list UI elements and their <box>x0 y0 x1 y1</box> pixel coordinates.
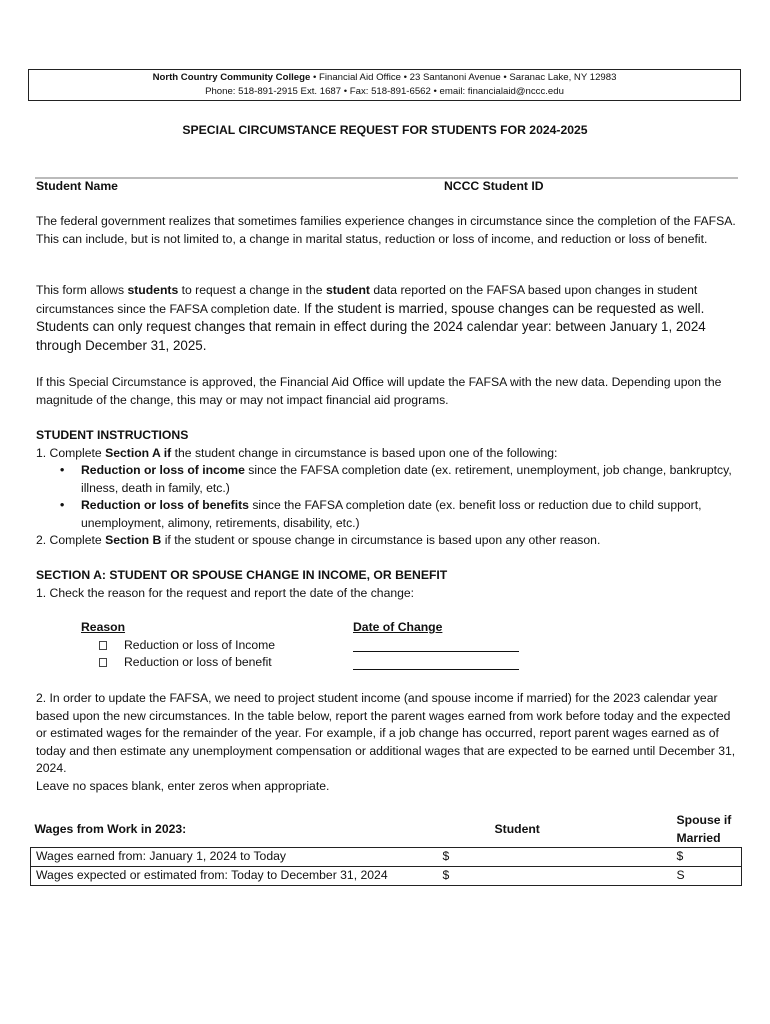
step1-text: 1. Complete <box>36 445 106 460</box>
p2-text-1: This form allows <box>36 283 128 297</box>
reason-income-label: Reduction or loss of Income <box>124 637 276 652</box>
instruction-bullets <box>36 462 736 532</box>
intro-paragraph-3: If this Special Circumstance is approved, the Financial Aid Office will update the FAFSA with the new data. Depending upon the magnitude of the change, this may or may not impact financial aid programs. <box>36 375 722 407</box>
wages-header-row <box>31 812 742 848</box>
question-2-text: 2. In order to update the FAFSA, we need to project student income (and spouse income if married) for the 2023 calendar year based upon the new circumstances. In the table below, report the parent wages earned from work before today and the expected or estimated wages for the remainder of the year. For example, if a job change has occurred, report parent wages earned as of today and then estimate any unemployment compensation or additional wages that are expected to be earned until December 31, 2024. <box>36 691 736 775</box>
student-id-label: NCCC Student ID <box>444 179 544 193</box>
income-date-field[interactable] <box>353 637 519 652</box>
instruction-step-1 <box>36 445 736 463</box>
header-line-1 <box>29 71 740 85</box>
divider <box>35 177 738 179</box>
bullet-income-text: since the FAFSA completion date (ex. retirement, unemployment, job change, bankruptcy, illness, death in family, etc.) <box>81 463 732 495</box>
wages-header-label: Wages from Work in 2023: <box>31 812 443 848</box>
section-a-question-2 <box>36 690 736 795</box>
page-title: SPECIAL CIRCUMSTANCE REQUEST FOR STUDENTS FOR 2024-2025 <box>182 123 588 137</box>
step2-section-b: Section B <box>105 533 162 547</box>
wages-row-label: Wages expected or estimated from: Today to December 31, 2024 <box>31 867 443 886</box>
reason-income-row[interactable] <box>81 637 275 655</box>
table-row <box>31 848 742 867</box>
instructions-heading: STUDENT INSTRUCTIONS <box>36 428 189 442</box>
college-header <box>28 69 741 101</box>
reason-column <box>81 619 275 672</box>
step1-text-2: the student change in circumstance is based upon one of the following: <box>171 445 558 460</box>
instruction-step-2 <box>36 532 736 550</box>
reason-header: Reason <box>81 620 126 634</box>
p2-text-3: data reported on the FAFSA based upon changes in student circumstances since the FAFSA completion date. <box>36 283 698 316</box>
reason-benefit-row[interactable] <box>81 654 275 672</box>
student-wages-expected-input[interactable]: $ <box>443 867 677 886</box>
benefit-checkbox[interactable] <box>99 658 107 667</box>
p2-text-2: to request a change in the <box>178 283 326 297</box>
office-address: • Financial Aid Office • 23 Santanoni Avenue • Saranac Lake, NY 12983 <box>310 72 617 83</box>
intro-paragraph-1: The federal government realizes that sometimes families experience changes in circumstance since the completion of the FAFSA. This can include, but is not limited to, a change in marital status, reduction or loss of income, and reduction or loss of benefit. <box>36 214 736 246</box>
reason-benefit-label: Reduction or loss of benefit <box>124 655 272 669</box>
date-column <box>353 619 519 674</box>
wages-table <box>30 812 742 886</box>
table-row <box>31 867 742 886</box>
wages-row-label: Wages earned from: January 1, 2024 to Today <box>31 848 443 867</box>
p2-student: student <box>325 283 370 297</box>
section-a <box>36 567 736 602</box>
bullet-benefits <box>36 497 736 532</box>
student-name-label: Student Name <box>36 179 118 193</box>
student-instructions <box>36 427 736 550</box>
p2-text-4: If the student is married, spouse changes can be requested as well. Students can only request changes that remain in effect during the 2024 calendar year: between January 1, 2024 through December 31, 2025. <box>36 300 706 353</box>
bullet-benefits-text: since the FAFSA completion date (ex. benefit loss or reduction due to child support, unemployment, alimony, retirements, disability, etc.) <box>81 498 702 530</box>
bullet-income-bold: Reduction or loss of income <box>81 463 245 477</box>
wages-header-student: Student <box>443 812 677 848</box>
date-header: Date of Change <box>353 620 443 634</box>
step2-text: 2. Complete <box>36 533 106 547</box>
wages-header-spouse: Spouse if Married <box>677 812 742 848</box>
bullet-income <box>36 462 736 497</box>
spouse-wages-expected-input[interactable]: S <box>677 867 742 886</box>
income-checkbox[interactable] <box>99 641 107 650</box>
section-a-heading: SECTION A: STUDENT OR SPOUSE CHANGE IN INCOME, OR BENEFIT <box>36 568 448 582</box>
step1-section-a: Section A if <box>105 445 172 460</box>
section-a-question-1: 1. Check the reason for the request and report the date of the change: <box>36 585 415 600</box>
bullet-benefits-bold: Reduction or loss of benefits <box>81 498 249 512</box>
intro-paragraph-2 <box>36 282 736 355</box>
college-name: North Country Community College <box>152 72 311 83</box>
question-2-note: Leave no spaces blank, enter zeros when appropriate. <box>36 778 330 793</box>
step2-text-2: if the student or spouse change in circumstance is based upon any other reason. <box>161 533 601 547</box>
student-wages-earned-input[interactable]: $ <box>443 848 677 867</box>
header-contact: Phone: 518-891-2915 Ext. 1687 • Fax: 518-891-6562 • email: financialaid@nccc.edu <box>205 86 564 97</box>
p2-students: students <box>127 283 179 297</box>
spouse-wages-earned-input[interactable]: $ <box>677 848 742 867</box>
benefit-date-field[interactable] <box>353 655 519 670</box>
